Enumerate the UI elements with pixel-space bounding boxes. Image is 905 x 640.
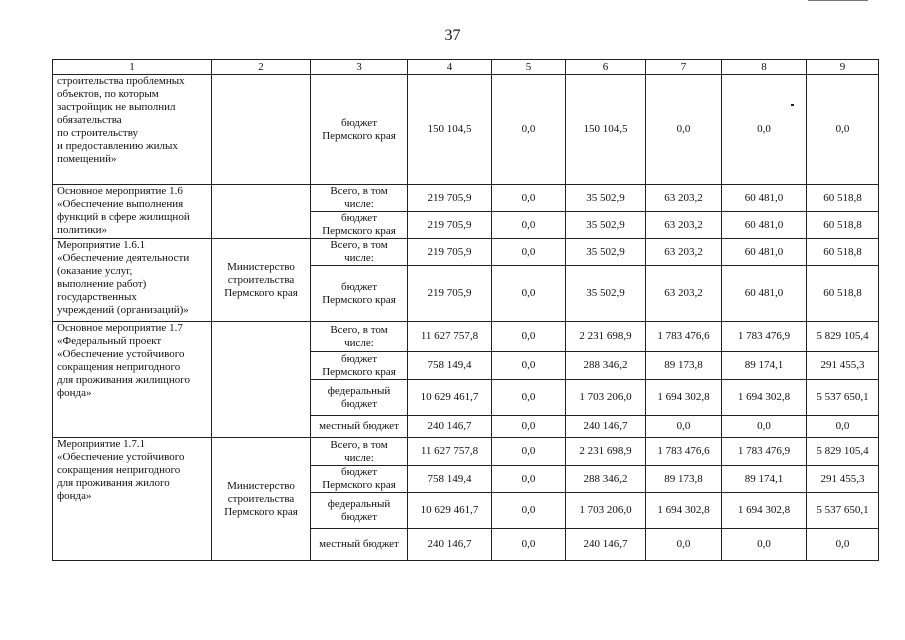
amount-cell: 0,0	[492, 352, 566, 380]
responsible-executor	[212, 322, 311, 438]
amount-cell: 89 174,1	[722, 466, 807, 493]
header-cell: 8	[722, 60, 807, 75]
amount-cell: 240 146,7	[566, 529, 646, 561]
funding-source: бюджет Пермского края	[311, 466, 408, 493]
amount-cell: 0,0	[492, 529, 566, 561]
amount-cell: 1 694 302,8	[722, 493, 807, 529]
responsible-executor	[212, 185, 311, 239]
table-body	[53, 75, 879, 561]
amount-cell: 63 203,2	[646, 212, 722, 239]
amount-cell: 291 455,3	[807, 466, 879, 493]
amount-cell: 0,0	[722, 75, 807, 185]
amount-cell: 240 146,7	[408, 416, 492, 438]
amount-cell: 11 627 757,8	[408, 438, 492, 466]
amount-cell: 1 703 206,0	[566, 493, 646, 529]
table-row	[53, 185, 879, 212]
header-cell: 5	[492, 60, 566, 75]
amount-cell: 1 783 476,6	[646, 322, 722, 352]
amount-cell: 60 518,8	[807, 266, 879, 322]
header-cell: 3	[311, 60, 408, 75]
amount-cell: 11 627 757,8	[408, 322, 492, 352]
funding-source: местный бюджет	[311, 416, 408, 438]
funding-source: Всего, в том числе:	[311, 322, 408, 352]
amount-cell: 5 829 105,4	[807, 322, 879, 352]
amount-cell: 60 481,0	[722, 185, 807, 212]
funding-source: Всего, в том числе:	[311, 185, 408, 212]
amount-cell: 35 502,9	[566, 185, 646, 212]
budget-table	[52, 59, 879, 561]
amount-cell: 0,0	[492, 466, 566, 493]
header-cell: 7	[646, 60, 722, 75]
amount-cell: 89 173,8	[646, 466, 722, 493]
amount-cell: 63 203,2	[646, 185, 722, 212]
amount-cell: 0,0	[492, 380, 566, 416]
amount-cell: 240 146,7	[408, 529, 492, 561]
amount-cell: 0,0	[722, 529, 807, 561]
amount-cell: 60 481,0	[722, 239, 807, 266]
header-cell: 1	[53, 60, 212, 75]
amount-cell: 60 481,0	[722, 212, 807, 239]
responsible-executor	[212, 75, 311, 185]
header-cell: 4	[408, 60, 492, 75]
amount-cell: 5 537 650,1	[807, 380, 879, 416]
amount-cell: 60 518,8	[807, 185, 879, 212]
amount-cell: 0,0	[807, 75, 879, 185]
funding-source: местный бюджет	[311, 529, 408, 561]
amount-cell: 1 783 476,9	[722, 322, 807, 352]
funding-source: Всего, в том числе:	[311, 438, 408, 466]
amount-cell: 1 703 206,0	[566, 380, 646, 416]
amount-cell: 1 694 302,8	[722, 380, 807, 416]
table-row	[53, 322, 879, 352]
amount-cell: 0,0	[646, 529, 722, 561]
funding-source: федеральный бюджет	[311, 380, 408, 416]
page-number: 37	[444, 27, 461, 44]
amount-cell: 63 203,2	[646, 266, 722, 322]
table-row	[53, 239, 879, 266]
amount-cell: 2 231 698,9	[566, 438, 646, 466]
amount-cell: 288 346,2	[566, 352, 646, 380]
amount-cell: 89 174,1	[722, 352, 807, 380]
amount-cell: 0,0	[492, 493, 566, 529]
responsible-executor: Министерство строительства Пермского края	[212, 239, 311, 322]
amount-cell: 0,0	[646, 416, 722, 438]
amount-cell: 219 705,9	[408, 212, 492, 239]
amount-cell: 60 481,0	[722, 266, 807, 322]
amount-cell: 1 783 476,6	[646, 438, 722, 466]
amount-cell: 758 149,4	[408, 466, 492, 493]
amount-cell: 0,0	[492, 322, 566, 352]
amount-cell: 60 518,8	[807, 212, 879, 239]
funding-source: бюджет Пермского края	[311, 266, 408, 322]
header-row	[53, 60, 879, 75]
amount-cell: 0,0	[807, 416, 879, 438]
funding-source: федеральный бюджет	[311, 493, 408, 529]
funding-source: бюджет Пермского края	[311, 212, 408, 239]
amount-cell: 35 502,9	[566, 239, 646, 266]
amount-cell: 219 705,9	[408, 239, 492, 266]
header-cell: 2	[212, 60, 311, 75]
amount-cell: 10 629 461,7	[408, 493, 492, 529]
funding-source: бюджет Пермского края	[311, 75, 408, 185]
responsible-executor: Министерство строительства Пермского края	[212, 438, 311, 561]
amount-cell: 0,0	[492, 212, 566, 239]
amount-cell: 0,0	[492, 75, 566, 185]
amount-cell: 291 455,3	[807, 352, 879, 380]
header-cell: 6	[566, 60, 646, 75]
amount-cell: 1 694 302,8	[646, 380, 722, 416]
activity-description: Мероприятие 1.6.1 «Обеспечение деятельности (оказание услуг, выполнение работ) государственных учреждений (организаций)»	[53, 239, 212, 322]
amount-cell: 2 231 698,9	[566, 322, 646, 352]
amount-cell: 10 629 461,7	[408, 380, 492, 416]
amount-cell: 60 518,8	[807, 239, 879, 266]
scan-edge-line	[808, 0, 868, 1]
amount-cell: 5 829 105,4	[807, 438, 879, 466]
amount-cell: 5 537 650,1	[807, 493, 879, 529]
amount-cell: 0,0	[492, 185, 566, 212]
activity-description: Основное мероприятие 1.7 «Федеральный проект «Обеспечение устойчивого сокращения непригодного для проживания жилищного фонда»	[53, 322, 212, 438]
amount-cell: 63 203,2	[646, 239, 722, 266]
amount-cell: 1 783 476,9	[722, 438, 807, 466]
funding-source: Всего, в том числе:	[311, 239, 408, 266]
amount-cell: 0,0	[646, 75, 722, 185]
amount-cell: 219 705,9	[408, 185, 492, 212]
amount-cell: 0,0	[492, 239, 566, 266]
amount-cell: 758 149,4	[408, 352, 492, 380]
amount-cell: 1 694 302,8	[646, 493, 722, 529]
activity-description: Мероприятие 1.7.1 «Обеспечение устойчивого сокращения непригодного для проживания жилого фонда»	[53, 438, 212, 561]
table-row	[53, 75, 879, 185]
amount-cell: 0,0	[492, 438, 566, 466]
header-cell: 9	[807, 60, 879, 75]
amount-cell: 0,0	[722, 416, 807, 438]
amount-cell: 150 104,5	[566, 75, 646, 185]
amount-cell: 0,0	[492, 416, 566, 438]
amount-cell: 35 502,9	[566, 212, 646, 239]
amount-cell: 219 705,9	[408, 266, 492, 322]
activity-description: строительства проблемных объектов, по которым застройщик не выполнил обязательства по строительству и предоставлению жилых помещений»	[53, 75, 212, 185]
amount-cell: 89 173,8	[646, 352, 722, 380]
amount-cell: 240 146,7	[566, 416, 646, 438]
table-row	[53, 438, 879, 466]
amount-cell: 150 104,5	[408, 75, 492, 185]
amount-cell: 35 502,9	[566, 266, 646, 322]
amount-cell: 0,0	[807, 529, 879, 561]
amount-cell: 0,0	[492, 266, 566, 322]
funding-source: бюджет Пермского края	[311, 352, 408, 380]
activity-description: Основное мероприятие 1.6 «Обеспечение выполнения функций в сфере жилищной политики»	[53, 185, 212, 239]
amount-cell: 288 346,2	[566, 466, 646, 493]
